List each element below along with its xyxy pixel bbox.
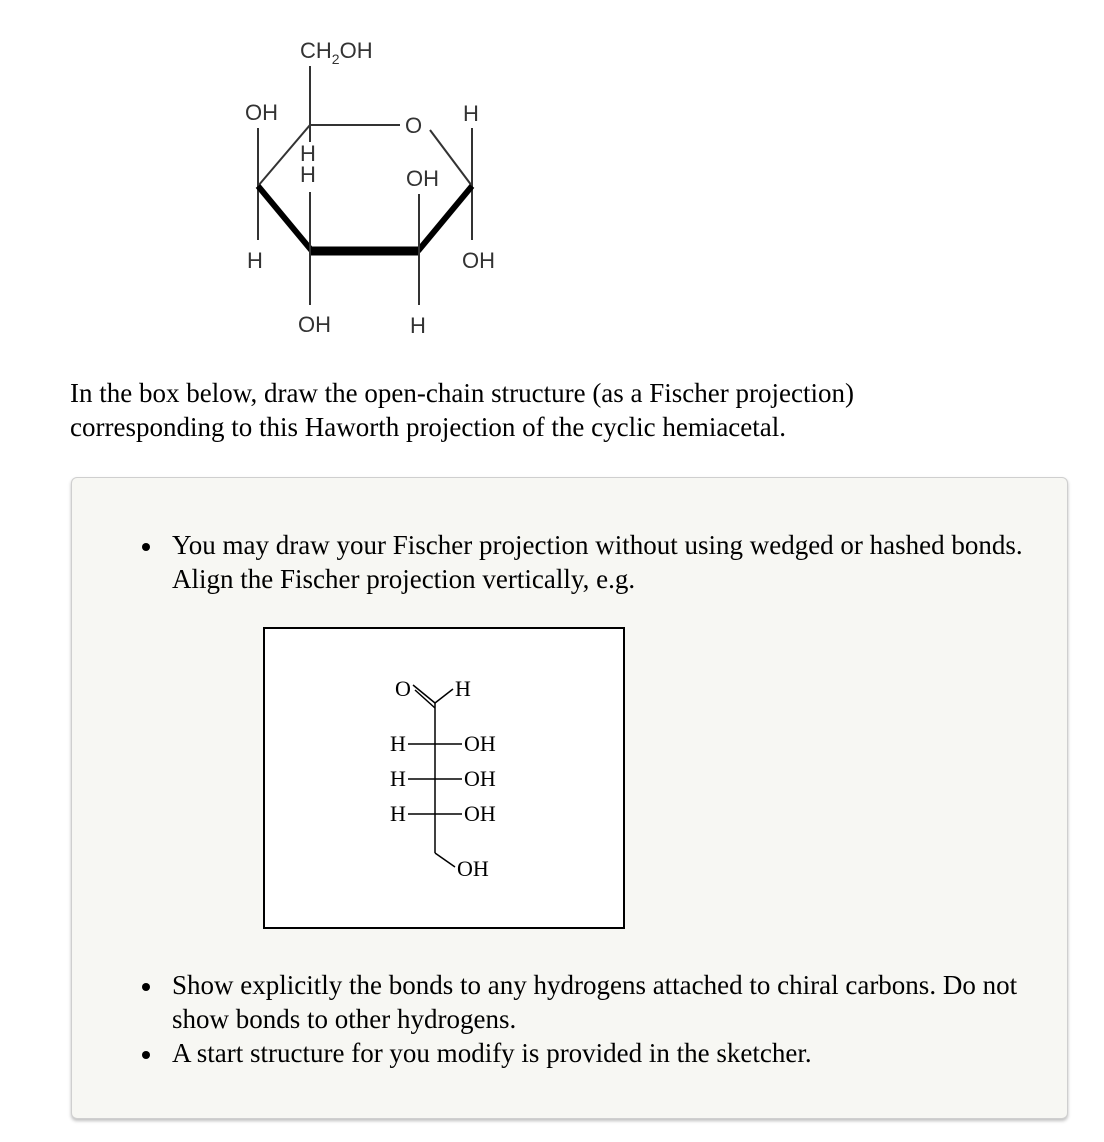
example-row3-h: H (390, 801, 406, 826)
instruction-bullet-3: A start structure for you modify is provided in the sketcher. (172, 1036, 1052, 1070)
example-ch-bond (435, 689, 453, 703)
c1-h-label: H (463, 101, 479, 126)
example-co-bond-2 (415, 690, 435, 708)
example-row1-oh: OH (464, 731, 496, 756)
c1-oh-label: OH (462, 248, 495, 273)
instruction-bullet-1: You may draw your Fischer projection without using wedged or hashed bonds. Align the Fischer projection vertically, e.g. (172, 528, 1052, 596)
question-line-1: In the box below, draw the open-chain structure (as a Fischer projection) (70, 378, 854, 408)
c2-oh-label: OH (406, 166, 439, 191)
fischer-example-box (263, 627, 625, 929)
ch2oh-label: CH (300, 38, 332, 63)
haworth-projection (0, 0, 560, 360)
example-co-bond-1 (413, 685, 435, 703)
ring-oxygen: O (405, 113, 423, 138)
question-line-2: corresponding to this Haworth projection of the cyclic hemiacetal. (70, 412, 787, 442)
example-bottom-oh: OH (457, 856, 489, 881)
example-row2-h: H (390, 766, 406, 791)
c3-h-label: H (300, 162, 316, 187)
fischer-example (265, 629, 627, 931)
question-text (70, 376, 1070, 444)
bond-c2-c1 (418, 186, 472, 251)
example-h-top-label: H (455, 676, 471, 701)
example-row1-h: H (390, 731, 406, 756)
c5-h-label: H (300, 141, 316, 166)
example-ch2-bond (435, 853, 455, 867)
bond-c4-c3 (258, 186, 312, 251)
c4-h-label: H (247, 248, 263, 273)
example-row2-oh: OH (464, 766, 496, 791)
instruction-bullet-2: Show explicitly the bonds to any hydrogens attached to chiral carbons. Do not show bonds to other hydrogens. (172, 968, 1052, 1036)
example-o-label: O (395, 676, 411, 701)
svg-text:CH2OH: $CH_2OH$ (300, 38, 373, 67)
c3-oh-label: OH (298, 312, 331, 337)
c2-h-label: H (410, 313, 426, 338)
c4-oh-label: OH (245, 100, 278, 125)
example-row3-oh: OH (464, 801, 496, 826)
instructions-box (71, 477, 1068, 1119)
